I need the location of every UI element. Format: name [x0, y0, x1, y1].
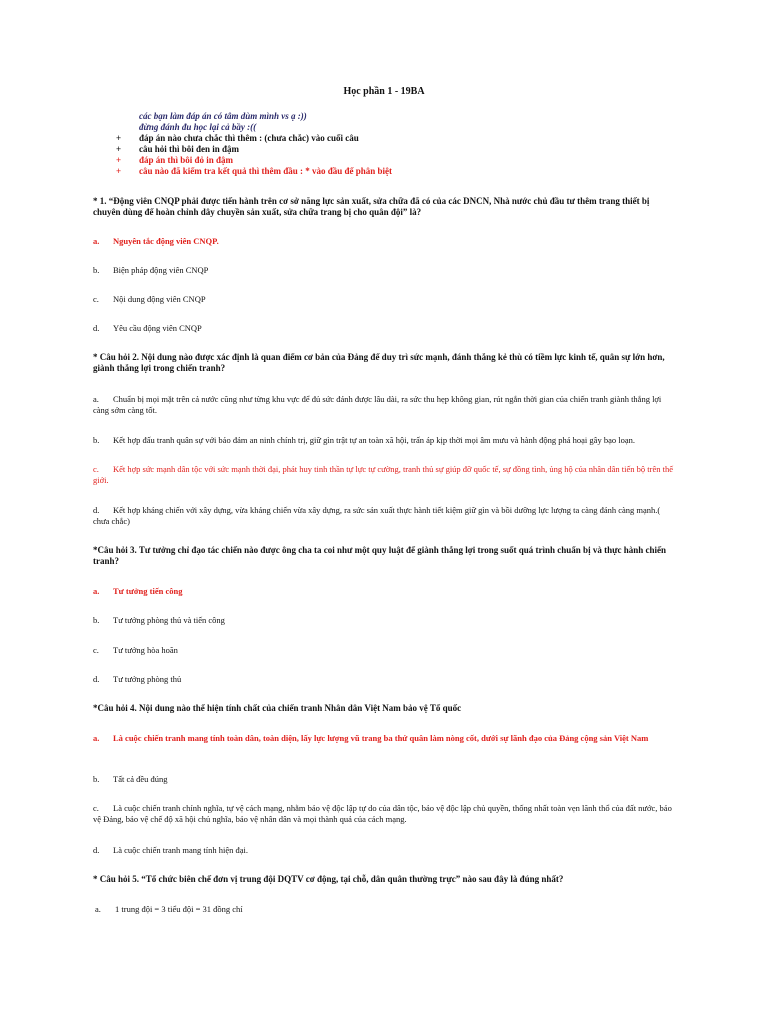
question-2-option-c: c. Kết hợp sức mạnh dân tộc với sức mạnh thời đại, phát huy tinh thần tự lực tự cường, tranh thủ sự giúp đỡ quốc tế, sự đồng tình, ủng hộ của nhân dân tiến bộ trên thế giới. — [93, 464, 674, 485]
question-4-text: *Câu hỏi 4. Nội dung nào thể hiện tính chất của chiến tranh Nhân dân Việt Nam bảo vệ Tổ quốc — [93, 703, 462, 713]
question-2-option-d: d. Kết hợp kháng chiến với xây dựng, vừa kháng chiến vừa xây dựng, ra sức sản xuất thực hành tiết kiệm giữ gìn và bồi dưỡng lực lượng ta càng đánh càng mạnh.( chưa chắc) — [93, 505, 661, 526]
question-1-text: * 1. “Động viên CNQP phải được tiến hành trên cơ sở năng lực sản xuất, sửa chữa đã có của các DNCN, Nhà nước chủ đầu tư thêm trang thiết bị chuyên dùng để hoàn chỉnh dây chuyền sản xuất, sửa chữa trang bị cho quân đội” là? — [93, 196, 650, 217]
question-5-text: * Câu hỏi 5. “Tổ chức biên chế đơn vị trung đội DQTV cơ động, tại chỗ, dân quân thường trực” nào sau đây là đúng nhất? — [93, 874, 564, 884]
question-3-option-b: b. Tư tưởng phòng thủ và tiến công — [93, 615, 225, 625]
question-3-option-a: a. Tư tưởng tiến công — [93, 586, 183, 596]
question-4-option-b: b. Tất cả đều đúng — [93, 774, 168, 784]
question-1-option-b: b. Biện pháp động viên CNQP — [93, 265, 209, 275]
question-1-option-c: c. Nội dung động viên CNQP — [93, 294, 206, 304]
legend-item: + câu nào đã kiểm tra kết quả thì thêm đầu : * vào đầu để phân biệt — [116, 166, 393, 176]
legend-item: + đáp án thì bôi đỏ in đậm — [116, 155, 234, 165]
question-1-option-d: d. Yêu cầu động viên CNQP — [93, 323, 202, 333]
question-3-option-d: d. Tư tưởng phòng thủ — [93, 674, 182, 684]
note-line: đừng đánh đu học lại cả bầy :(( — [139, 122, 257, 132]
question-3-option-c: c. Tư tưởng hòa hoãn — [93, 645, 178, 655]
document-title: Học phần 1 - 19BA — [343, 86, 425, 97]
question-3-text: *Câu hỏi 3. Tư tưởng chỉ đạo tác chiến nào được ông cha ta coi như một quy luật để giành thắng lợi trong suốt quá trình chuẩn bị và thực hành chiến tranh? — [93, 545, 666, 566]
question-2-text: * Câu hỏi 2. Nội dung nào được xác định là quan điểm cơ bản của Đảng để duy trì sức mạnh, đánh thắng kẻ thù có tiềm lực kinh tế, quân sự lớn hơn, giành thắng lợi trong chiến tranh? — [93, 352, 665, 373]
question-4-option-a: a. Là cuộc chiến tranh mang tính toàn dân, toàn diện, lấy lực lượng vũ trang ba thứ quân làm nòng cốt, dưới sự lãnh đạo của Đảng cộng sản Việt Nam — [93, 733, 649, 743]
question-1-option-a: a. Nguyên tắc động viên CNQP. — [93, 236, 219, 246]
note-line: các bạn làm đáp án có tâm dùm mình vs ạ :)) — [139, 111, 307, 121]
question-5-option-a: a. 1 trung đội = 3 tiểu đội = 31 đồng chí — [95, 904, 243, 914]
question-4-option-d: d. Là cuộc chiến tranh mang tính hiện đại. — [93, 845, 249, 855]
question-2-option-b: b. Kết hợp đấu tranh quân sự với bảo đảm an ninh chính trị, giữ gìn trật tự an toàn xã hội, trấn áp kịp thời mọi âm mưu và hành động phá hoại gây bạo loạn. — [93, 435, 635, 445]
question-2-option-a: a. Chuẩn bị mọi mặt trên cả nước cũng như từng khu vực để đủ sức đánh được lâu dài, ra sức thu hẹp không gian, rút ngắn thời gian của chiến tranh giành thắng lợi càng sớm càng tốt. — [93, 394, 662, 415]
legend-item: + đáp án nào chưa chắc thì thêm : (chưa chắc) vào cuối câu — [116, 133, 359, 143]
question-4-option-c: c. Là cuộc chiến tranh chính nghĩa, tự vệ cách mạng, nhằm bảo vệ độc lập tự do của dân tộc, bảo vệ độc lập chủ quyền, thống nhất toàn vẹn lãnh thổ của đất nước, bảo vệ Đảng, bảo vệ chế độ xã hội chủ nghĩa, bảo vệ nhân dân và mọi thành quả của cách mạng. — [93, 803, 672, 824]
legend-item: + câu hỏi thì bôi đen in đậm — [116, 144, 240, 154]
